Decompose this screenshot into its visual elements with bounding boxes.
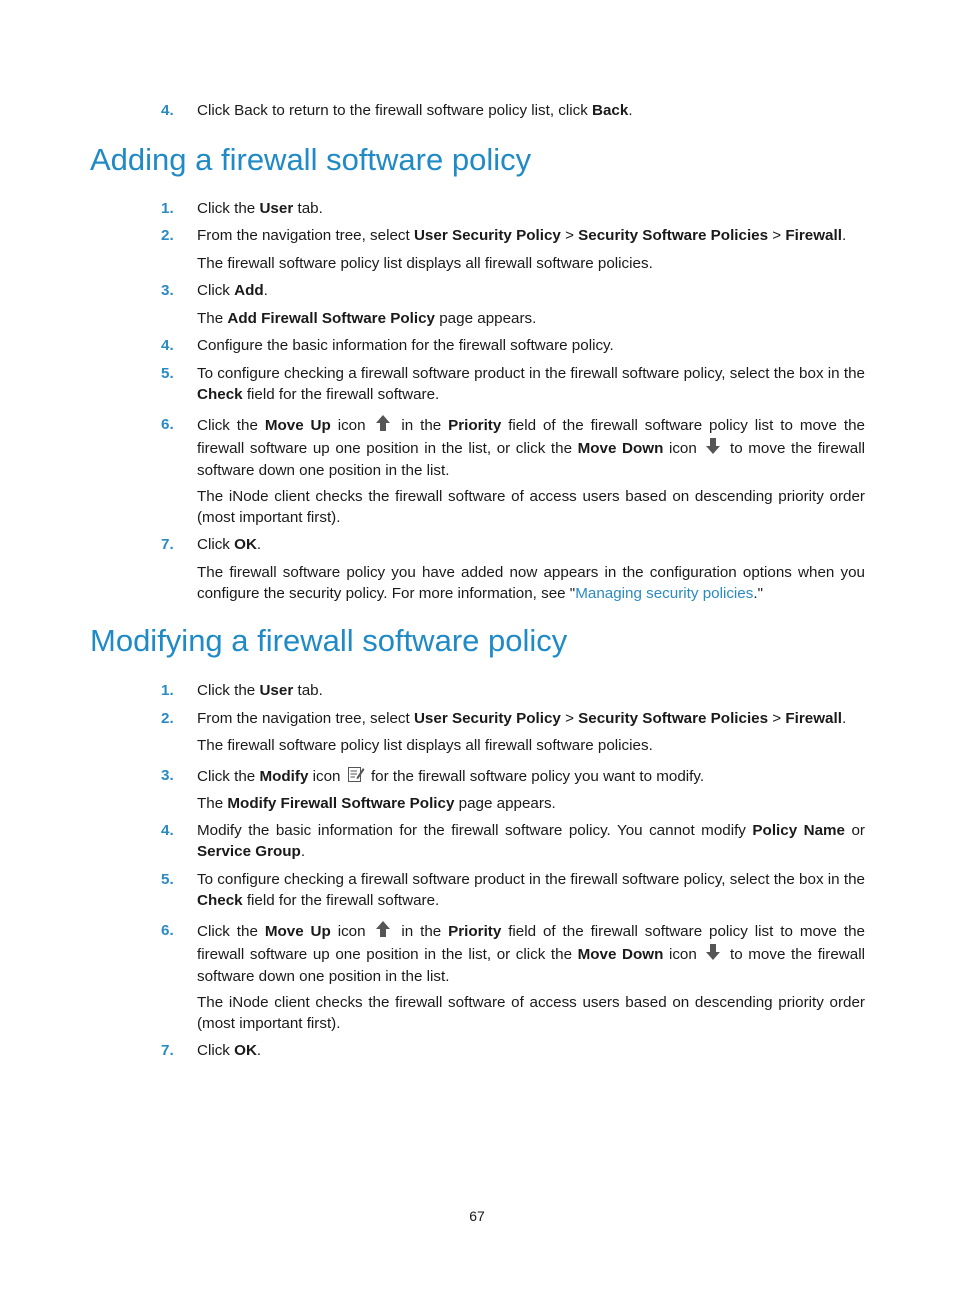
page-number: 67 — [469, 1208, 485, 1224]
document-page: 4. Click Back to return to the firewall software policy list, click Back. Adding a firewall software policy 1. Click the User tab. 2. From the navigation tree, select User Security Policy > Security Software Policies > Firewall. The firewall software policy list displays all firewall software policies. 3. Click Add. The Add Firewall Software Policy page appears. 4. Configure the basic information for the firewall software policy. 5. To configure checking a firewall software product in the firewall software policy, select the box in the Check field for the firewall software. 6. Click the Move Up icon in the Priority field of the firewall software policy list to move the firewall software up one position in the list, or click the Move Down icon to move the firewall software down one position in the list. The iNode client checks the firewall software of access users based on descending priority order (most important first). 7. Click OK. The firewall software policy you have added now appears in the configuration options when you configure the security policy. For more information, see "Managing security policies." Modifying a firewall software policy 1. Click the User tab. 2. From the navigation tree, select User Security Policy > Security Software Policies > Firewall. The firewall software policy list displays all firewall software policies. 3. Click the Modify icon for the firewall software policy you want to modify. The Modify Firewall Software Policy page appears. 4. Modify the basic information for the firewall software policy. You cannot modify Policy Name or Service Group. 5. To configure checking a firewall software product in the firewall software policy, select the box in the Check field for the firewall software. 6. Click the Move Up icon in the Priority field of the firewall software policy list to move the firewall software up one position in the list, or click the Move Down icon to move the firewall software down one position in the list. The iNode client checks the firewall software of access users based on descending priority order (most important first). 7. Click OK. 67 — [0, 0, 954, 1296]
add-note-2: The firewall software policy list displays all firewall software policies. — [197, 255, 653, 272]
mod-note-3: The Modify Firewall Software Policy page appears. — [197, 795, 556, 812]
arrow-down-icon — [704, 943, 722, 961]
mod-note-6: The iNode client checks the firewall software of access users based on descending priority order (most important first). — [197, 994, 865, 1032]
add-note-7: The firewall software policy you have added now appears in the configuration options when you configure the security policy. For more information, see "Managing security policies." — [197, 564, 865, 602]
add-note-3: The Add Firewall Software Policy page appears. — [197, 310, 537, 327]
managing-security-policies-link[interactable]: Managing security policies — [575, 585, 754, 602]
arrow-up-icon — [374, 920, 392, 938]
arrow-down-icon — [704, 437, 722, 455]
step-number: 4. — [161, 102, 174, 119]
add-note-6: The iNode client checks the firewall software of access users based on descending priority order (most important first). — [197, 488, 865, 526]
mod-note-2: The firewall software policy list displays all firewall software policies. — [197, 737, 653, 754]
arrow-up-icon — [374, 414, 392, 432]
section-heading-modifying: Modifying a firewall software policy — [90, 623, 568, 658]
edit-icon — [347, 765, 365, 783]
step-text: Click Back to return to the firewall software policy list, click Back. — [197, 102, 633, 119]
section-heading-adding: Adding a firewall software policy — [90, 142, 532, 177]
